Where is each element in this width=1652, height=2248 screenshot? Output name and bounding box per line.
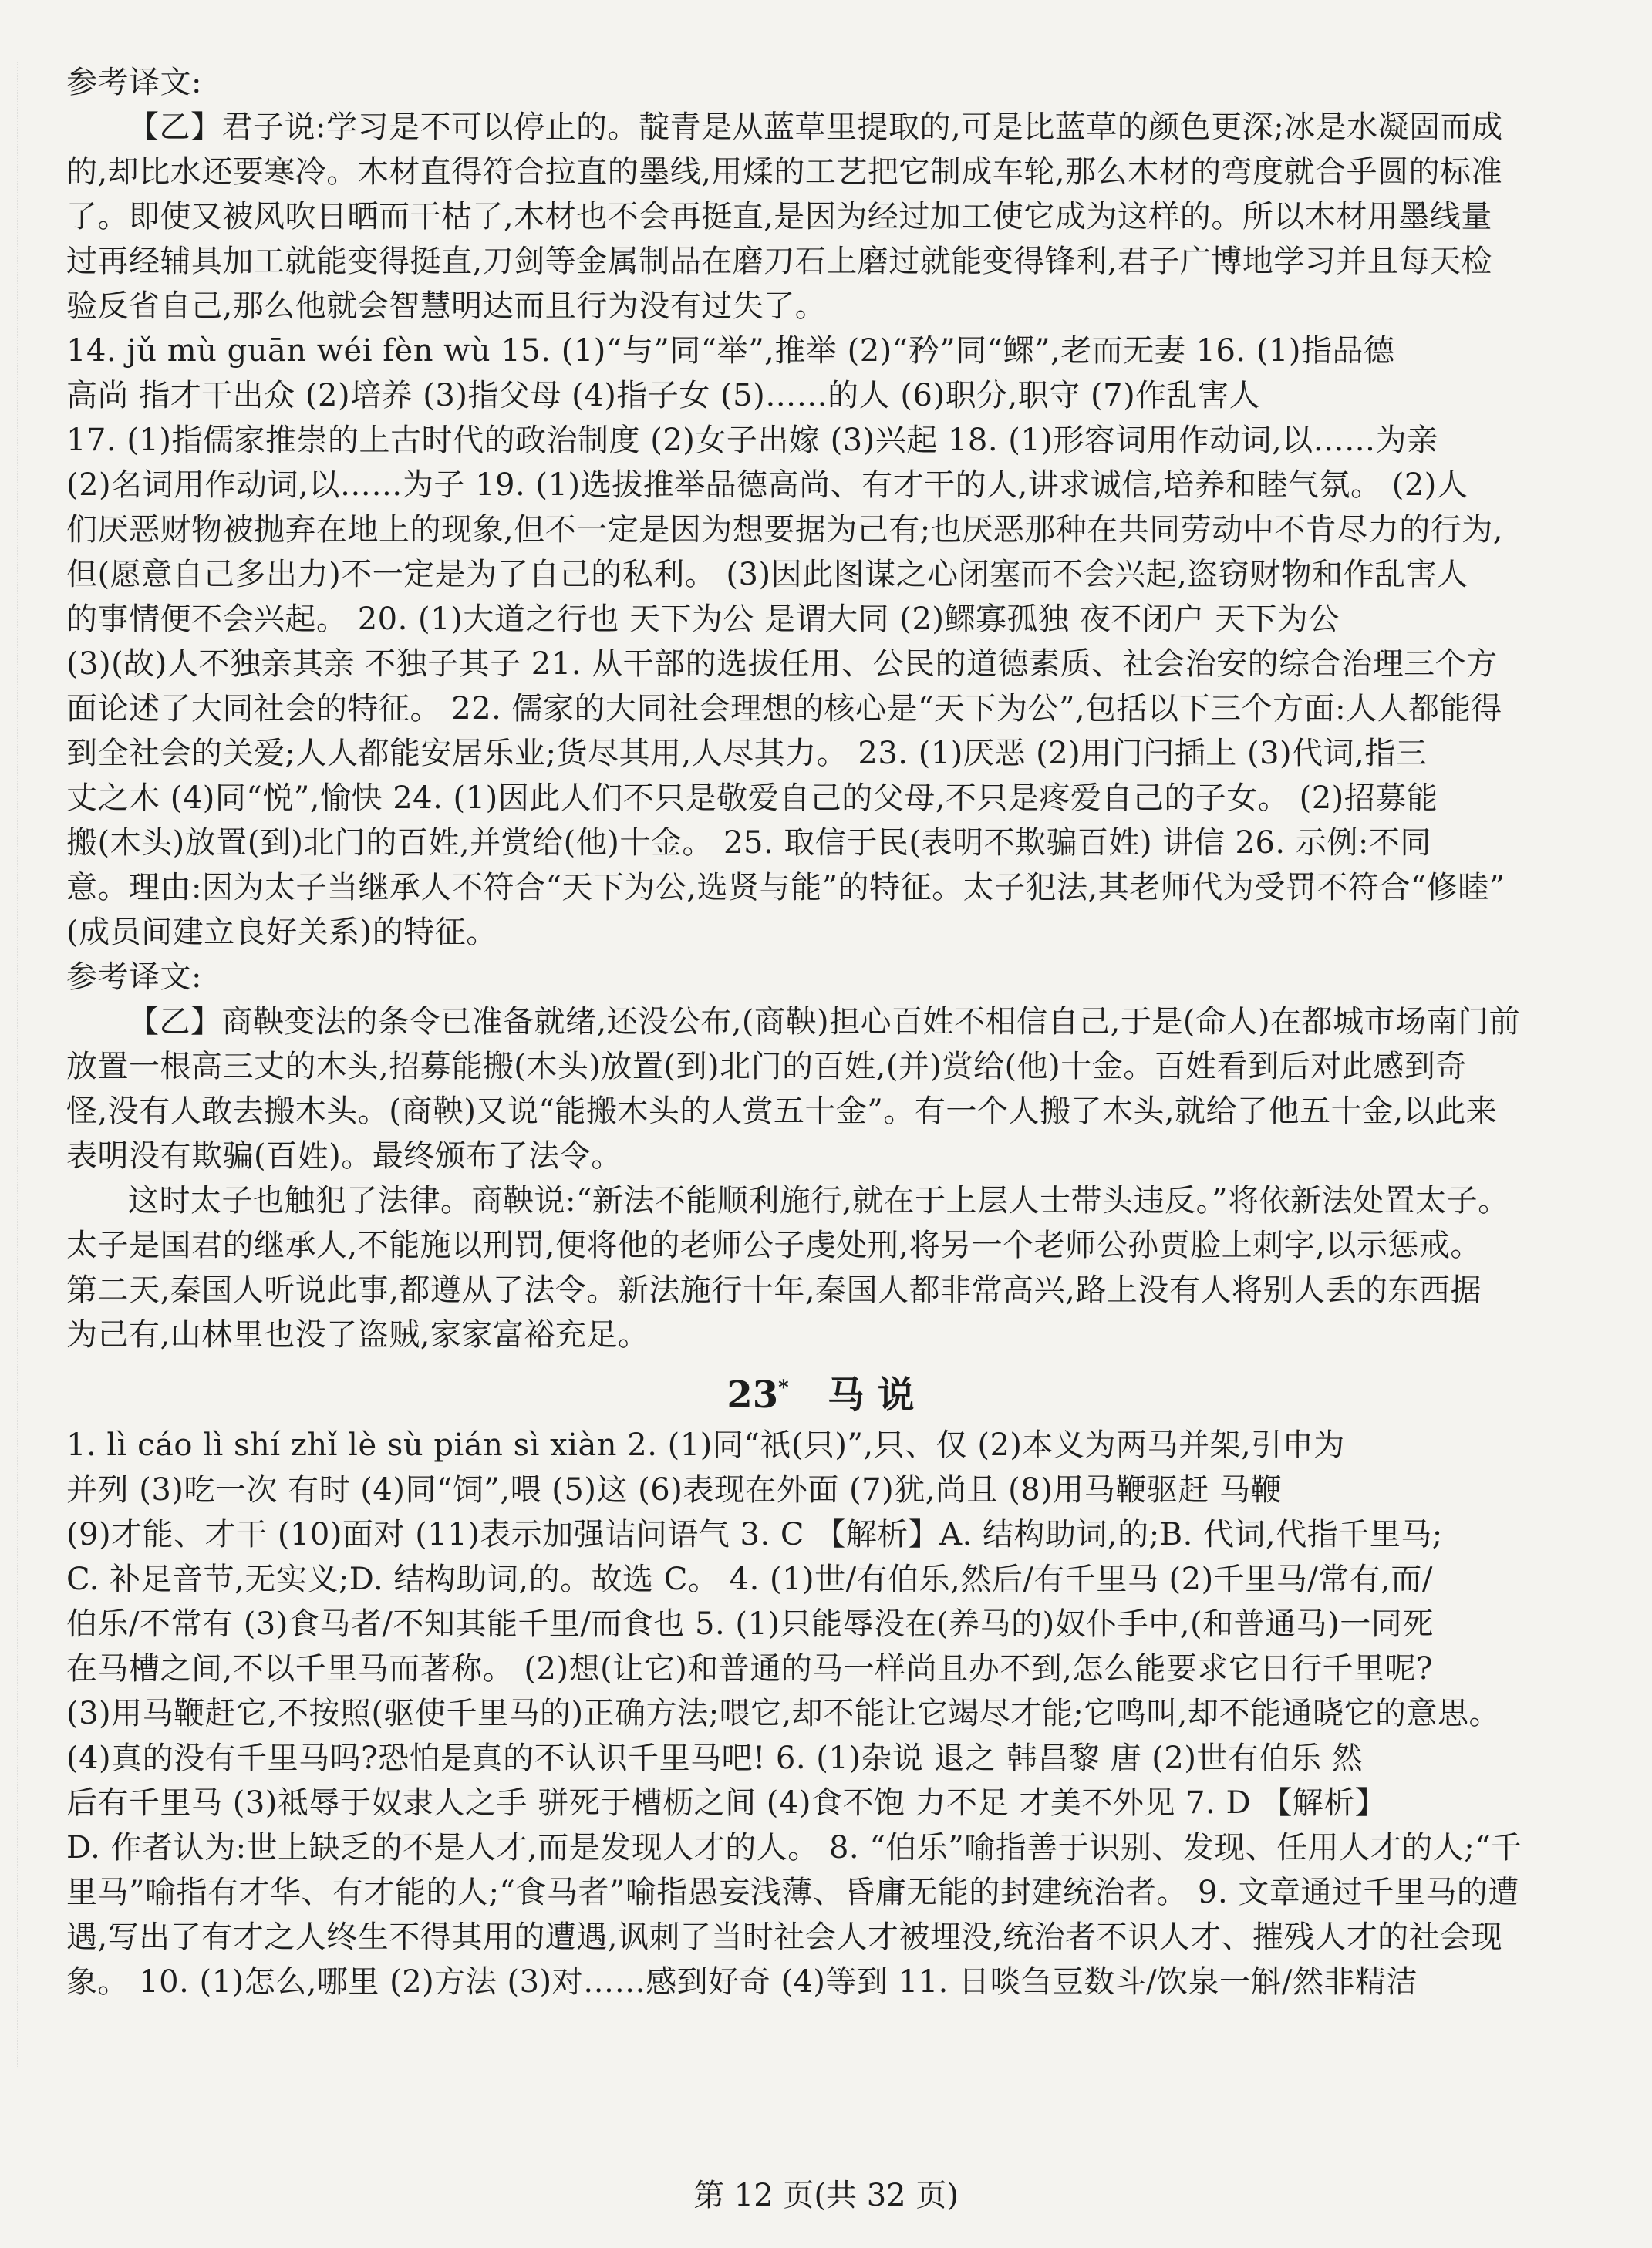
text-line: 但(愿意自己多出力)不一定是为了自己的私利。 (3)因此图谋之心闭塞而不会兴起,盗窃财物和作乱害人 — [66, 557, 1468, 592]
lesson-mark: * — [778, 1377, 789, 1400]
text-line: 参考译文: — [66, 959, 202, 995]
text-line: 表明没有欺骗(百姓)。最终颁布了法令。 — [66, 1138, 622, 1174]
text-line: 1. lì cáo lì shí zhǐ lè sù pián sì xiàn 2. (1)同“祇(只)”,只、仅 (2)本义为两马并架,引申为 — [66, 1427, 1345, 1463]
lesson-title: 马 说 — [827, 1373, 915, 1417]
text-line: 过再经辅具加工就能变得挺直,刀剑等金属制品在磨刀石上磨过就能变得锋利,君子广博地学习并且每天检 — [66, 244, 1492, 279]
text-line: 的,却比水还要寒冷。木材直得符合拉直的墨线,用煣的工艺把它制成车轮,那么木材的弯度就合乎圆的标准 — [66, 154, 1503, 190]
answer-section-22 — [66, 60, 1575, 1357]
text-line: (3)用马鞭赶它,不按照(驱使千里马的)正确方法;喂它,却不能让它竭尽才能;它鸣叫,却不能通晓它的意思。 — [66, 1696, 1500, 1731]
text-line: 并列 (3)吃一次 有时 (4)同“饲”,喂 (5)这 (6)表现在外面 (7)犹,尚且 (8)用马鞭驱赶 马鞭 — [66, 1472, 1283, 1508]
text-line: 参考译文: — [66, 65, 202, 100]
text-line: 这时太子也触犯了法律。商鞅说:“新法不能顺利施行,就在于上层人士带头违反。”将依新法处置太子。 — [128, 1183, 1509, 1218]
text-line: 放置一根高三丈的木头,招募能搬(木头)放置(到)北门的百姓,(并)赏给(他)十金。百姓看到后对此感到奇 — [66, 1049, 1467, 1084]
text-line: 的事情便不会兴起。 20. (1)大道之行也 天下为公 是谓大同 (2)鳏寡孤独 夜不闭户 天下为公 — [66, 602, 1340, 637]
text-line: 太子是国君的继承人,不能施以刑罚,便将他的老师公子虔处刑,将另一个老师公孙贾脸上刺字,以示惩戒。 — [66, 1228, 1482, 1263]
text-line: 高尚 指才干出众 (2)培养 (3)指父母 (4)指子女 (5)……的人 (6)职分,职守 (7)作乱害人 — [66, 378, 1261, 413]
text-line: 里马”喻指有才华、有才能的人;“食马者”喻指愚妄浅薄、昏庸无能的封建统治者。 9. 文章通过千里马的遭 — [66, 1875, 1519, 1910]
text-line: 【乙】君子说:学习是不可以停止的。靛青是从蓝草里提取的,可是比蓝草的颜色更深;冰是水凝固而成 — [128, 110, 1503, 145]
binding-edge — [0, 62, 18, 2067]
text-line: 遇,写出了有才之人终生不得其用的遭遇,讽刺了当时社会人才被埋没,统治者不识人才、摧残人才的社会现 — [66, 1919, 1503, 1955]
text-line: 在马槽之间,不以千里马而著称。 (2)想(让它)和普通的马一样尚且办不到,怎么能要求它日行千里呢? — [66, 1651, 1433, 1687]
text-line: 验反省自己,那么他就会智慧明达而且行为没有过失了。 — [66, 288, 827, 324]
text-line: 了。即使又被风吹日晒而干枯了,木材也不会再挺直,是因为经过加工使它成为这样的。所以木材用墨线量 — [66, 199, 1492, 234]
answer-page — [66, 60, 1575, 2004]
lesson-number: 23 — [727, 1373, 779, 1417]
text-line: (4)真的没有千里马吗?恐怕是真的不认识千里马吧! 6. (1)杂说 退之 韩昌黎 唐 (2)世有伯乐 然 — [66, 1741, 1364, 1776]
text-line: 们厌恶财物被抛弃在地上的现象,但不一定是因为想要据为己有;也厌恶那种在共同劳动中不肯尽力的行为, — [66, 512, 1503, 548]
text-line: (2)名词用作动词,以……为子 19. (1)选拔推举品德高尚、有才干的人,讲求诚信,培养和睦气氛。 (2)人 — [66, 467, 1468, 503]
text-line: (3)(故)人不独亲其亲 不独子其子 21. 从干部的选拔任用、公民的道德素质、社会治安的综合治理三个方 — [66, 646, 1498, 682]
text-line: 搬(木头)放置(到)北门的百姓,并赏给(他)十金。 25. 取信于民(表明不欺骗百姓) 讲信 26. 示例:不同 — [66, 825, 1431, 861]
text-line: (成员间建立良好关系)的特征。 — [66, 915, 497, 950]
text-line: 意。理由:因为太子当继承人不符合“天下为公,选贤与能”的特征。太子犯法,其老师代为受罚不符合“修睦” — [66, 870, 1505, 905]
text-line: 17. (1)指儒家推崇的上古时代的政治制度 (2)女子出嫁 (3)兴起 18. (1)形容词用作动词,以……为亲 — [66, 423, 1438, 458]
text-line: 丈之木 (4)同“悦”,愉快 24. (1)因此人们不只是敬爱自己的父母,不只是疼爱自己的子女。 (2)招募能 — [66, 780, 1438, 816]
text-line: 到全社会的关爱;人人都能安居乐业;货尽其用,人尽其力。 23. (1)厌恶 (2)用门闩插上 (3)代词,指三 — [66, 736, 1428, 771]
answer-section-23 — [66, 1423, 1575, 2004]
text-line: 14. jǔ mù guān wéi fèn wù 15. (1)“与”同“举”,推举 (2)“矜”同“鳏”,老而无妻 16. (1)指品德 — [66, 333, 1395, 369]
text-line: 伯乐/不常有 (3)食马者/不知其能千里/而食也 5. (1)只能辱没在(养马的)奴仆手中,(和普通马)一同死 — [66, 1606, 1434, 1642]
text-line: 第二天,秦国人听说此事,都遵从了法令。新法施行十年,秦国人都非常高兴,路上没有人将别人丢的东西据 — [66, 1272, 1482, 1308]
text-line: D. 作者认为:世上缺乏的不是人才,而是发现人才的人。 8. “伯乐”喻指善于识别、发现、任用人才的人;“千 — [66, 1830, 1522, 1865]
text-line: 面论述了大同社会的特征。 22. 儒家的大同社会理想的核心是“天下为公”,包括以下三个方面:人人都能得 — [66, 691, 1502, 726]
lesson-heading — [66, 1363, 1575, 1420]
text-line: 象。 10. (1)怎么,哪里 (2)方法 (3)对……感到好奇 (4)等到 11. 日啖刍豆数斗/饮泉一斛/然非精洁 — [66, 1964, 1418, 2000]
text-line: (9)才能、才干 (10)面对 (11)表示加强诘问语气 3. C 【解析】A. 结构助词,的;B. 代词,代指千里马; — [66, 1517, 1443, 1552]
page-footer: 第 12 页(共 32 页) — [693, 2178, 959, 2213]
text-line: 后有千里马 (3)祗辱于奴隶人之手 骈死于槽枥之间 (4)食不饱 力不足 才美不外见 7. D 【解析】 — [66, 1785, 1387, 1821]
text-line: 【乙】商鞅变法的条令已准备就绪,还没公布,(商鞅)担心百姓不相信自己,于是(命人)在都城市场南门前 — [128, 1004, 1521, 1040]
text-line: 怪,没有人敢去搬木头。(商鞅)又说“能搬木头的人赏五十金”。有一个人搬了木头,就给了他五十金,以此来 — [66, 1094, 1498, 1129]
text-line: 为己有,山林里也没了盗贼,家家富裕充足。 — [66, 1317, 649, 1353]
text-line: C. 补足音节,无实义;D. 结构助词,的。故选 C。 4. (1)世/有伯乐,然后/有千里马 (2)千里马/常有,而/ — [66, 1562, 1433, 1597]
